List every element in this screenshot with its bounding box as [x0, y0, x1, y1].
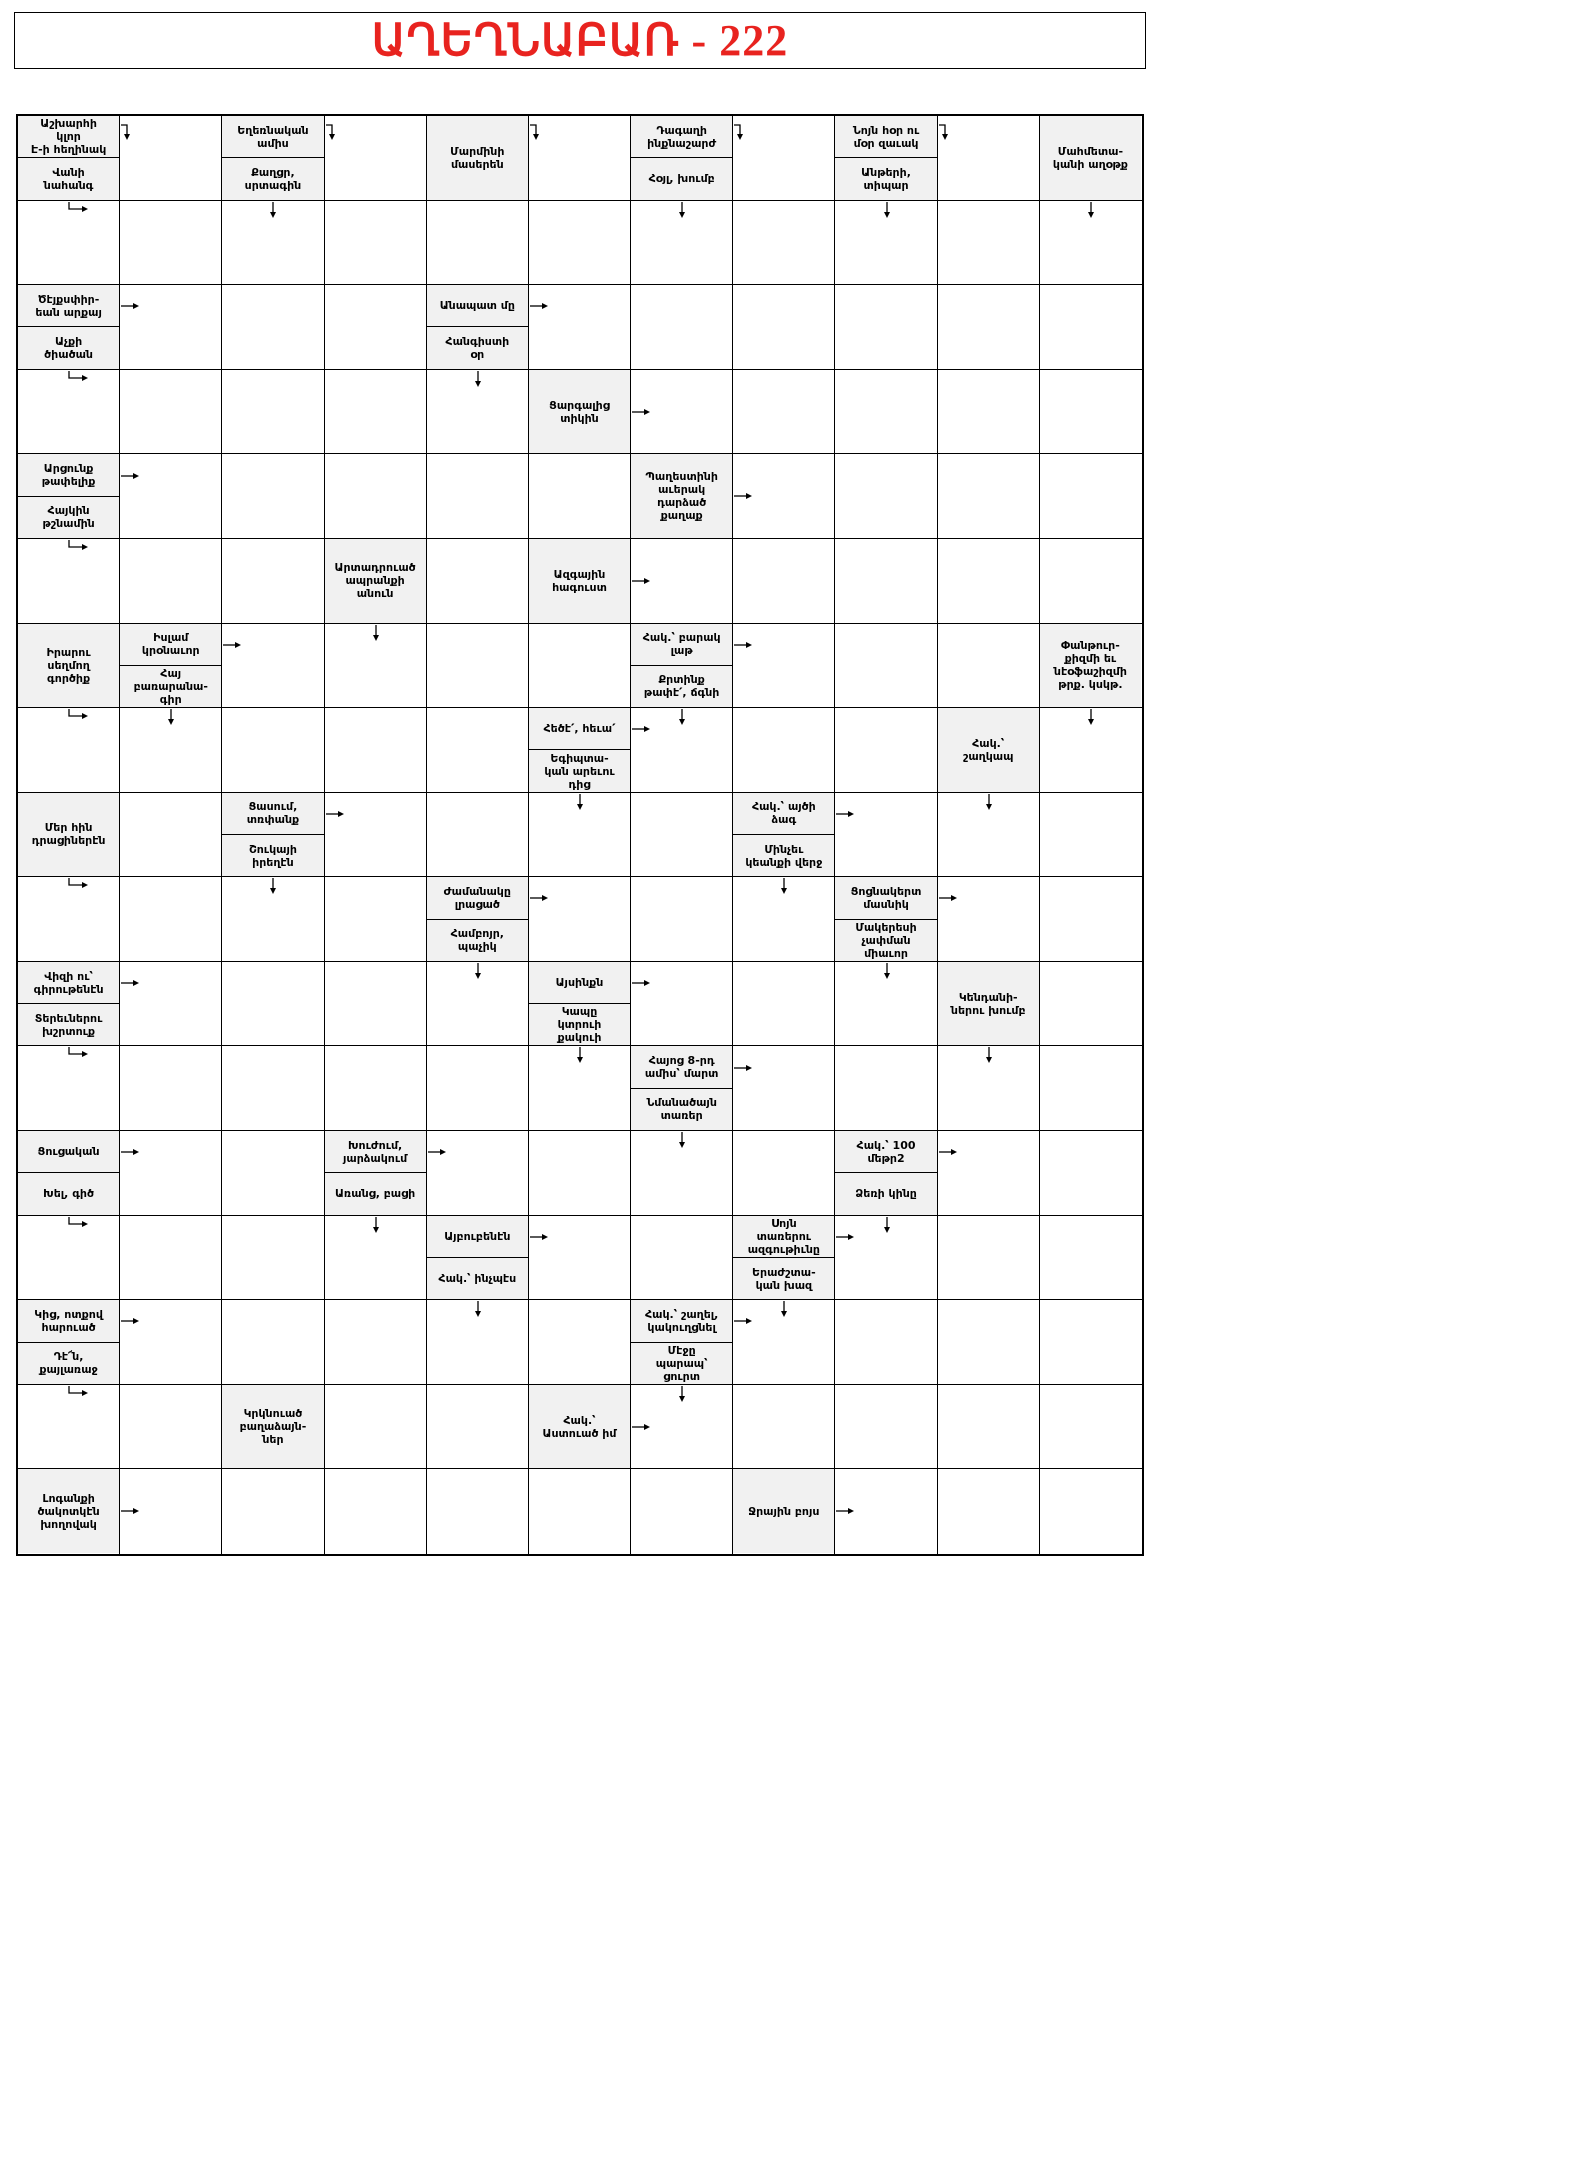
- crossword-grid: [16, 114, 1144, 1556]
- answer-cell[interactable]: [835, 285, 937, 370]
- answer-cell[interactable]: [1040, 370, 1142, 455]
- clue-cell: Դագաղի ինքնաշարժ: [631, 116, 732, 158]
- answer-cell[interactable]: [325, 1216, 427, 1301]
- answer-cell[interactable]: [1040, 1385, 1142, 1470]
- answer-cell[interactable]: [631, 1216, 733, 1301]
- answer-cell[interactable]: [427, 1300, 529, 1385]
- answer-cell[interactable]: [938, 1131, 1040, 1216]
- answer-cell[interactable]: [1040, 1300, 1142, 1385]
- answer-cell[interactable]: [631, 708, 733, 793]
- answer-cell[interactable]: [529, 877, 631, 962]
- clue-cell: Հօյլ, խումբ: [631, 158, 732, 199]
- answer-cell[interactable]: [529, 1300, 631, 1385]
- answer-cell[interactable]: [18, 539, 120, 624]
- answer-cell[interactable]: [835, 1469, 937, 1554]
- clue-cell: Եղեռնական ամիս: [222, 116, 323, 158]
- clue-cell: Հակ.՝ Աստուած իմ: [529, 1385, 630, 1469]
- clue-cell: Նմանածայն տառեր: [631, 1089, 732, 1130]
- answer-cell[interactable]: [18, 708, 120, 793]
- clue-cell: Խել, գիծ: [18, 1173, 119, 1214]
- answer-cell[interactable]: [222, 1131, 324, 1216]
- answer-cell[interactable]: [427, 1385, 529, 1470]
- answer-cell[interactable]: [222, 708, 324, 793]
- clue-cell: Աշխարհի կլոր Է-ի հեղինակ: [18, 116, 119, 158]
- answer-cell[interactable]: [835, 1385, 937, 1470]
- clue-cell: Հանգիստի օր: [427, 327, 528, 368]
- answer-cell[interactable]: [938, 1469, 1040, 1554]
- puzzle-title: ԱՂԵՂՆԱԲԱՌ - 222: [371, 16, 789, 65]
- clue-cell: Հակ.՝ այծի ձագ: [733, 793, 834, 835]
- answer-cell[interactable]: [631, 370, 733, 455]
- answer-cell[interactable]: [120, 1469, 222, 1554]
- clue-cell: Ջրային բոյս: [733, 1469, 834, 1553]
- answer-cell[interactable]: [733, 1385, 835, 1470]
- answer-cell[interactable]: [733, 877, 835, 962]
- answer-cell[interactable]: [938, 285, 1040, 370]
- answer-cell[interactable]: [1040, 962, 1142, 1047]
- answer-cell[interactable]: [120, 1131, 222, 1216]
- answer-cell[interactable]: [631, 539, 733, 624]
- clue-cell: Վիզի ու՝ գիրութենէն: [18, 962, 119, 1004]
- answer-cell[interactable]: [938, 539, 1040, 624]
- answer-cell[interactable]: [222, 1216, 324, 1301]
- clue-cell: Հակ.՝ բարակ լաթ: [631, 624, 732, 666]
- answer-cell[interactable]: [631, 1469, 733, 1554]
- clue-cell: Մարմինի մասերեն: [427, 116, 528, 200]
- clue-cell: Արցունք թափելիք: [18, 454, 119, 496]
- answer-cell[interactable]: [938, 624, 1040, 709]
- clue-cell: Ցարգալից տիկին: [529, 370, 630, 454]
- clue-cell: Մակերեսի չափման միաւոր: [835, 920, 936, 961]
- answer-cell[interactable]: [733, 1300, 835, 1385]
- answer-cell[interactable]: [427, 454, 529, 539]
- answer-cell[interactable]: [733, 116, 835, 201]
- clue-cell: Հայ բառարանա- գիր: [120, 666, 221, 707]
- clue-cell: Հակ.՝ 100 մեթր2: [835, 1131, 936, 1173]
- answer-cell[interactable]: [529, 1469, 631, 1554]
- clue-cell: Ազգային հագուստ: [529, 539, 630, 623]
- clue-cell: Երաժշտա- կան խազ: [733, 1258, 834, 1299]
- answer-cell[interactable]: [529, 793, 631, 878]
- clue-cell: Մինչեւ կեանքի վերջ: [733, 835, 834, 876]
- answer-cell[interactable]: [222, 454, 324, 539]
- answer-cell[interactable]: [835, 454, 937, 539]
- answer-cell[interactable]: [222, 877, 324, 962]
- answer-cell[interactable]: [1040, 793, 1142, 878]
- answer-cell[interactable]: [733, 370, 835, 455]
- answer-cell[interactable]: [120, 793, 222, 878]
- answer-cell[interactable]: [733, 539, 835, 624]
- answer-cell[interactable]: [1040, 201, 1142, 286]
- answer-cell[interactable]: [938, 1300, 1040, 1385]
- answer-cell[interactable]: [529, 201, 631, 286]
- clue-cell: Հակ.՝ ինչպէս: [427, 1258, 528, 1299]
- answer-cell[interactable]: [120, 877, 222, 962]
- answer-cell[interactable]: [835, 1046, 937, 1131]
- answer-cell[interactable]: [222, 1469, 324, 1554]
- answer-cell[interactable]: [529, 1131, 631, 1216]
- answer-cell[interactable]: [120, 285, 222, 370]
- clue-cell: Քրտինք թափէ՛, ճգնի: [631, 666, 732, 707]
- clue-cell: Նոյն հօր ու մօր զաւակ: [835, 116, 936, 158]
- answer-cell[interactable]: [427, 370, 529, 455]
- answer-cell[interactable]: [631, 877, 733, 962]
- clue-cell: Արտադրուած ապրանքի անուն: [325, 539, 426, 623]
- answer-cell[interactable]: [120, 370, 222, 455]
- answer-cell[interactable]: [733, 454, 835, 539]
- clue-cell: Ցոցնակերտ մասնիկ: [835, 877, 936, 919]
- clue-cell: Մէջը պարապ՝ ցուրտ: [631, 1343, 732, 1384]
- answer-cell[interactable]: [529, 1216, 631, 1301]
- answer-cell[interactable]: [938, 793, 1040, 878]
- answer-cell[interactable]: [427, 1469, 529, 1554]
- clue-cell: Անթերի, տիպար: [835, 158, 936, 199]
- answer-cell[interactable]: [835, 539, 937, 624]
- answer-cell[interactable]: [529, 285, 631, 370]
- answer-cell[interactable]: [325, 708, 427, 793]
- answer-cell[interactable]: [835, 962, 937, 1047]
- clue-cell: Կրկնուած բաղաձայն- ներ: [222, 1385, 323, 1469]
- answer-cell[interactable]: [18, 201, 120, 286]
- clue-cell: Հայկին թշնամին: [18, 497, 119, 538]
- answer-cell[interactable]: [222, 962, 324, 1047]
- clue-cell: Անապատ մը: [427, 285, 528, 327]
- answer-cell[interactable]: [835, 624, 937, 709]
- answer-cell[interactable]: [938, 1046, 1040, 1131]
- answer-cell[interactable]: [120, 1046, 222, 1131]
- answer-cell[interactable]: [427, 708, 529, 793]
- answer-cell[interactable]: [529, 454, 631, 539]
- answer-cell[interactable]: [938, 1216, 1040, 1301]
- answer-cell[interactable]: [1040, 1131, 1142, 1216]
- answer-cell[interactable]: [325, 793, 427, 878]
- answer-cell[interactable]: [120, 1385, 222, 1470]
- answer-cell[interactable]: [1040, 1216, 1142, 1301]
- answer-cell[interactable]: [325, 285, 427, 370]
- answer-cell[interactable]: [222, 624, 324, 709]
- answer-cell[interactable]: [733, 285, 835, 370]
- answer-cell[interactable]: [938, 877, 1040, 962]
- answer-cell[interactable]: [325, 877, 427, 962]
- answer-cell[interactable]: [120, 116, 222, 201]
- answer-cell[interactable]: [1040, 1469, 1142, 1554]
- answer-cell[interactable]: [120, 1216, 222, 1301]
- clue-cell: Իսլամ կրօնաւոր: [120, 624, 221, 666]
- answer-cell[interactable]: [938, 116, 1040, 201]
- answer-cell[interactable]: [835, 793, 937, 878]
- clue-cell: Սոյն տառերու ազգութիւնը: [733, 1216, 834, 1258]
- answer-cell[interactable]: [427, 1046, 529, 1131]
- answer-cell[interactable]: [529, 624, 631, 709]
- clue-cell: Դէ՜ն, քայլառաջ: [18, 1343, 119, 1384]
- answer-cell[interactable]: [427, 1131, 529, 1216]
- clue-cell: Ժամանակը լրացած: [427, 877, 528, 919]
- clue-cell: Աչքի ծիածան: [18, 327, 119, 368]
- answer-cell[interactable]: [529, 116, 631, 201]
- clue-cell: Լոգանքի ծակոտկէն խողովակ: [18, 1469, 119, 1553]
- answer-cell[interactable]: [325, 1046, 427, 1131]
- clue-cell: Քաղցր, սրտագին: [222, 158, 323, 199]
- answer-cell[interactable]: [222, 539, 324, 624]
- answer-cell[interactable]: [427, 624, 529, 709]
- answer-cell[interactable]: [120, 201, 222, 286]
- answer-cell[interactable]: [631, 201, 733, 286]
- answer-cell[interactable]: [529, 1046, 631, 1131]
- answer-cell[interactable]: [427, 539, 529, 624]
- clue-cell: Հակ.՝ շաղել, կակուղցնել: [631, 1300, 732, 1342]
- answer-cell[interactable]: [120, 708, 222, 793]
- clue-cell: Շուկայի իրեղէն: [222, 835, 323, 876]
- clue-cell: Առանց, բացի: [325, 1173, 426, 1214]
- answer-cell[interactable]: [733, 962, 835, 1047]
- clue-cell: Փանթուր- քիզմի եւ նէօֆաշիզմի թրք. կսկթ.: [1040, 624, 1141, 708]
- answer-cell[interactable]: [631, 1131, 733, 1216]
- answer-cell[interactable]: [631, 285, 733, 370]
- answer-cell[interactable]: [325, 454, 427, 539]
- answer-cell[interactable]: [733, 1131, 835, 1216]
- clue-cell: Տերեւներու խշրտուք: [18, 1004, 119, 1045]
- answer-cell[interactable]: [325, 1385, 427, 1470]
- clue-cell: Հայոց 8-րդ ամիս՝ մարտ: [631, 1046, 732, 1088]
- answer-cell[interactable]: [325, 624, 427, 709]
- answer-cell[interactable]: [733, 201, 835, 286]
- clue-cell: Խուժում, յարձակում: [325, 1131, 426, 1173]
- answer-cell[interactable]: [938, 454, 1040, 539]
- answer-cell[interactable]: [325, 370, 427, 455]
- answer-cell[interactable]: [325, 1469, 427, 1554]
- clue-cell: Մեր հին դրացիներէն: [18, 793, 119, 877]
- clue-cell: Մահմետա- կանի աղօթք: [1040, 116, 1141, 200]
- clue-cell: Եգիպտա- կան արեւու դից: [529, 750, 630, 791]
- answer-cell[interactable]: [733, 624, 835, 709]
- answer-cell[interactable]: [835, 708, 937, 793]
- answer-cell[interactable]: [222, 1300, 324, 1385]
- answer-cell[interactable]: [1040, 454, 1142, 539]
- answer-cell[interactable]: [631, 1385, 733, 1470]
- answer-cell[interactable]: [631, 793, 733, 878]
- clue-cell: Ծէյքսփիր- եան արքայ: [18, 285, 119, 327]
- answer-cell[interactable]: [222, 201, 324, 286]
- answer-cell[interactable]: [835, 370, 937, 455]
- answer-cell[interactable]: [835, 1216, 937, 1301]
- answer-cell[interactable]: [18, 1216, 120, 1301]
- answer-cell[interactable]: [427, 793, 529, 878]
- answer-cell[interactable]: [18, 370, 120, 455]
- answer-cell[interactable]: [938, 201, 1040, 286]
- answer-cell[interactable]: [325, 201, 427, 286]
- answer-cell[interactable]: [835, 1300, 937, 1385]
- clue-cell: Հակ.՝ շաղկապ: [938, 708, 1039, 792]
- answer-cell[interactable]: [18, 877, 120, 962]
- answer-cell[interactable]: [1040, 877, 1142, 962]
- answer-cell[interactable]: [120, 962, 222, 1047]
- answer-cell[interactable]: [938, 1385, 1040, 1470]
- answer-cell[interactable]: [631, 962, 733, 1047]
- clue-cell: Կապը կտրուի քակուի: [529, 1004, 630, 1045]
- answer-cell[interactable]: [18, 1046, 120, 1131]
- answer-cell[interactable]: [120, 539, 222, 624]
- clue-cell: Պաղեստինի աւերակ դարձած քաղաք: [631, 454, 732, 538]
- answer-cell[interactable]: [18, 1385, 120, 1470]
- clue-cell: Այբուբենէն: [427, 1216, 528, 1258]
- clue-cell: Ցասում, տռփանք: [222, 793, 323, 835]
- clue-cell: Հեծէ՛, հեւա՛: [529, 708, 630, 750]
- answer-cell[interactable]: [938, 370, 1040, 455]
- answer-cell[interactable]: [835, 201, 937, 286]
- clue-cell: Իրարու սեղմող գործիք: [18, 624, 119, 708]
- clue-cell: Ձեռի կինը: [835, 1173, 936, 1214]
- answer-cell[interactable]: [1040, 285, 1142, 370]
- answer-cell[interactable]: [325, 962, 427, 1047]
- clue-cell: Այսինքն: [529, 962, 630, 1004]
- clue-cell: Կից, ոտքով հարուած: [18, 1300, 119, 1342]
- answer-cell[interactable]: [222, 285, 324, 370]
- answer-cell[interactable]: [325, 116, 427, 201]
- puzzle-title-box: [14, 12, 1146, 69]
- clue-cell: Վանի նահանգ: [18, 158, 119, 199]
- answer-cell[interactable]: [1040, 1046, 1142, 1131]
- clue-cell: Ցուցական: [18, 1131, 119, 1173]
- answer-cell[interactable]: [427, 962, 529, 1047]
- answer-cell[interactable]: [120, 1300, 222, 1385]
- answer-cell[interactable]: [222, 370, 324, 455]
- answer-cell[interactable]: [120, 454, 222, 539]
- answer-cell[interactable]: [1040, 708, 1142, 793]
- answer-cell[interactable]: [427, 201, 529, 286]
- answer-cell[interactable]: [733, 708, 835, 793]
- answer-cell[interactable]: [1040, 539, 1142, 624]
- clue-cell: Կենդանի- ներու խումբ: [938, 962, 1039, 1046]
- answer-cell[interactable]: [733, 1046, 835, 1131]
- clue-cell: Համբոյր, պաչիկ: [427, 920, 528, 961]
- answer-cell[interactable]: [222, 1046, 324, 1131]
- answer-cell[interactable]: [325, 1300, 427, 1385]
